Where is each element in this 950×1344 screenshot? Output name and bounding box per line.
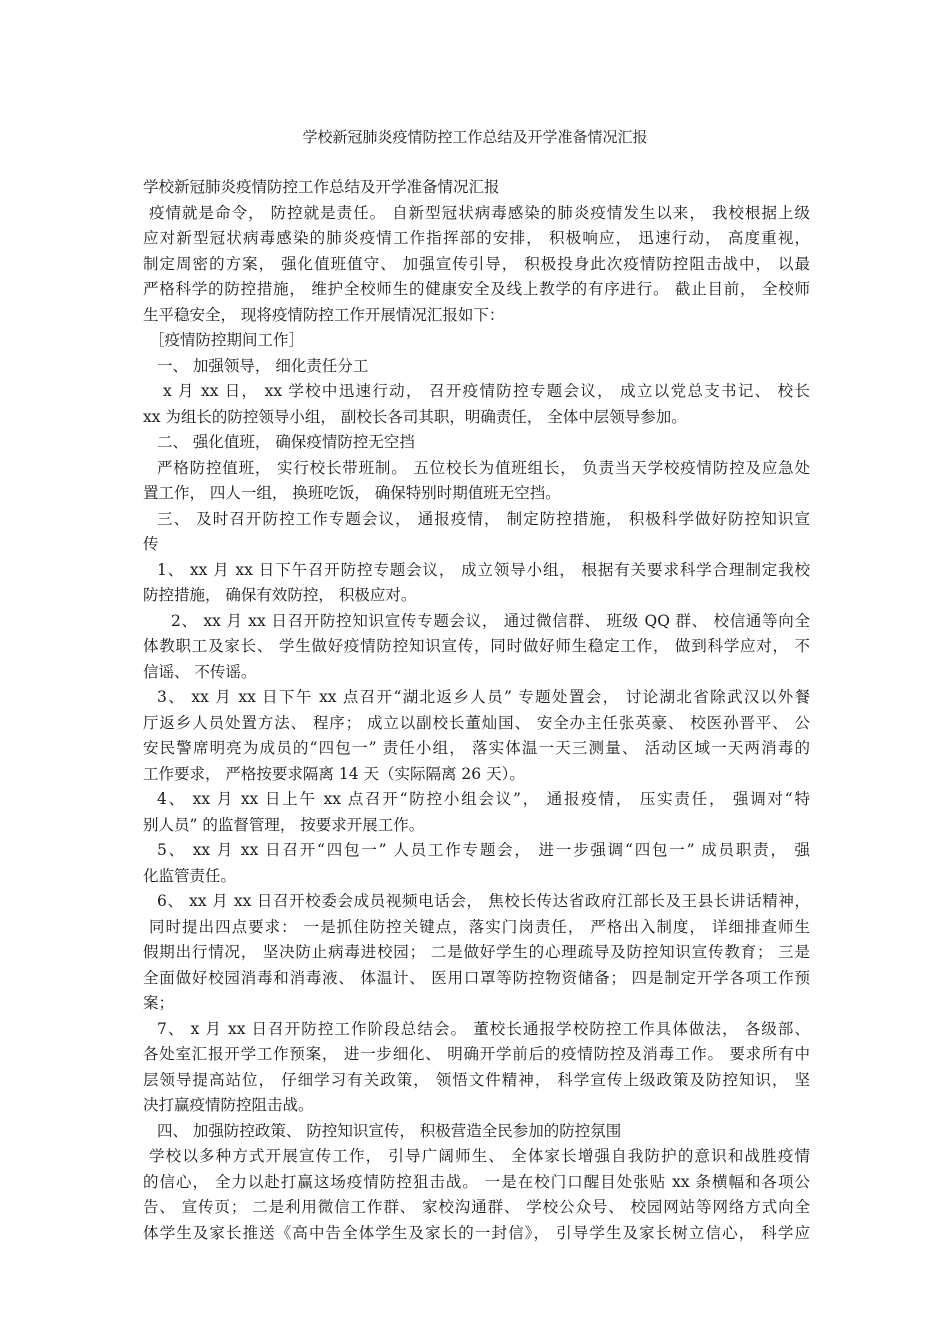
paragraph-line: 4、 xx 月 xx 日上午 xx 点召开“防控小组会议”， 通报疫情， 压实责任， 强调对“特 [157, 790, 810, 808]
paragraph-line: 严格防控值班， 实行校长带班制。 五位校长为值班组长， 负责当天学校疫情防控及应急处 [157, 458, 810, 477]
paragraph-line: 2、 xx 月 xx 日召开防控知识宣传专题会议， 通过微信群、 班级 QQ 群、 校信通等向全 [171, 611, 810, 630]
paragraph-line: 全面做好校园消毒和消毒液、 体温计、 医用口罩等防控物资储备； 四是制定开学各项工作预 [143, 968, 810, 987]
document-title: 学校新冠肺炎疫情防控工作总结及开学准备情况汇报 [302, 128, 648, 146]
paragraph-line: 信谣、 不传谣。 [143, 662, 257, 681]
paragraph-line: 置工作， 四人一组， 换班吃饭， 确保特别时期值班无空挡。 [143, 484, 561, 502]
section-heading: 三、 及时召开防控工作专题会议， 通报疫情， 制定防控措施， 积极科学做好防控知识宣 [157, 509, 810, 528]
paragraph-line: 同时提出四点要求： 一是抓住防控关键点，落实门岗责任， 严格出入制度， 详细排查师生 [149, 917, 810, 936]
paragraph-line: 3、 xx 月 xx 日下午 xx 点召开“湖北返乡人员” 专题处置会， 讨论湖北省除武汉以外餐 [157, 688, 810, 706]
paragraph-line: 体学生及家长推送《高中告全体学生及家长的一封信》， 引导学生及家长树立信心， 科学应 [143, 1223, 810, 1242]
paragraph-line: 学校以多种方式开展宣传工作， 引导广阔师生、 全体家长增强自我防护的意识和战胜疫情 [149, 1147, 810, 1165]
paragraph-line: 1、 xx 月 xx 日下午召开防控专题会议， 成立领导小组， 根据有关要求科学合理制定我校 [157, 560, 810, 579]
document-body [143, 175, 810, 1246]
section-heading: 传 [143, 535, 159, 553]
paragraph-line: 化监管责任。 [143, 866, 237, 885]
paragraph-line: 7、 x 月 xx 日召开防控工作阶段总结会。 董校长通报学校防控工作具体做法， 各级部、 [157, 1019, 810, 1038]
paragraph-line: 5、 xx 月 xx 日召开“四包一” 人员工作专题会， 进一步强调“四包一” 成员职责， 强 [157, 841, 810, 859]
paragraph-line: 严格科学的防控措施， 维护全校师生的健康安全及线上教学的有序进行。 截止目前， 全校师 [143, 280, 810, 298]
paragraph-line: 6、 xx 月 xx 日召开校委会成员视频电话会， 焦校长传达省政府江部长及王县长讲话精神， [157, 892, 810, 910]
paragraph-line: 疫情就是命令， 防控就是责任。 自新型冠状病毒感染的肺炎疫情发生以来， 我校根据上级 [149, 203, 810, 222]
body-heading: 学校新冠肺炎疫情防控工作总结及开学准备情况汇报 [143, 178, 500, 196]
section-heading: 四、 加强防控政策、 防控知识宣传， 积极营造全民参加的防控氛围 [157, 1121, 622, 1140]
paragraph-line: 安民警席明亮为成员的“四包一” 责任小组， 落实体温一天三测量、 活动区域一天两消毒的 [143, 739, 810, 757]
paragraph-line: 生平稳安全， 现将疫情防控工作开展情况汇报如下： [143, 305, 505, 324]
paragraph-line: 案； [143, 994, 175, 1012]
paragraph-line: x 月 xx 日， xx 学校中迅速行动， 召开疫情防控专题会议， 成立以党总支书记、 校长 [163, 382, 810, 400]
paragraph-line: 层领导提高站位， 仔细学习有关政策， 领悟文件精神， 科学宣传上级政策及防控知识， 坚 [143, 1070, 810, 1089]
paragraph-line: 告、 宣传页； 二是利用微信工作群、 家校沟通群、 学校公众号、 校园网站等网络方式向全 [143, 1198, 810, 1216]
paragraph-line: 应对新型冠状病毒感染的肺炎疫情工作指挥部的安排， 积极响应， 迅速行动， 高度重视， [143, 229, 810, 247]
paragraph-line: 体教职工及家长、 学生做好疫情防控知识宣传，同时做好师生稳定工作， 做到科学应对， 不 [143, 637, 810, 655]
paragraph-line: 防控措施， 确保有效防控， 积极应对。 [143, 586, 417, 604]
paragraph-line: 工作要求， 严格按要求隔离 14 天（实际隔离 26 天）。 [143, 764, 525, 783]
paragraph-line: xx 为组长的防控领导小组， 副校长各司其职，明确责任， 全体中层领导参加。 [143, 407, 687, 426]
section-heading: ［疫情防控期间工作］ [149, 331, 305, 349]
paragraph-line: 的信心， 全力以赴打赢这场疫情防控狙击战。 一是在校门口醒目处张贴 xx 条横幅和各项公 [143, 1172, 810, 1191]
paragraph-line: 厅返乡人员处置方法、 程序； 成立以副校长董灿国、 安全办主任张英豪、 校医孙晋平、 公 [143, 713, 810, 732]
paragraph-line: 假期出行情况， 坚决防止病毒进校园； 二是做好学生的心理疏导及防控知识宣传教育； 三是 [143, 943, 810, 961]
section-heading: 二、 强化值班， 确保疫情防控无空挡 [157, 433, 415, 451]
paragraph-line: 决打赢疫情防控阻击战。 [143, 1096, 314, 1114]
paragraph-line: 各处室汇报开学工作预案， 进一步细化、 明确开学前后的疫情防控及消毒工作。 要求所有中 [143, 1045, 810, 1063]
paragraph-line: 制定周密的方案， 强化值班值守、 加强宣传引导， 积极投身此次疫情防控阻击战中， 以最 [143, 254, 810, 273]
section-heading: 一、 加强领导， 细化责任分工 [157, 356, 369, 375]
paragraph-line: 别人员” 的监督管理， 按要求开展工作。 [143, 815, 425, 834]
